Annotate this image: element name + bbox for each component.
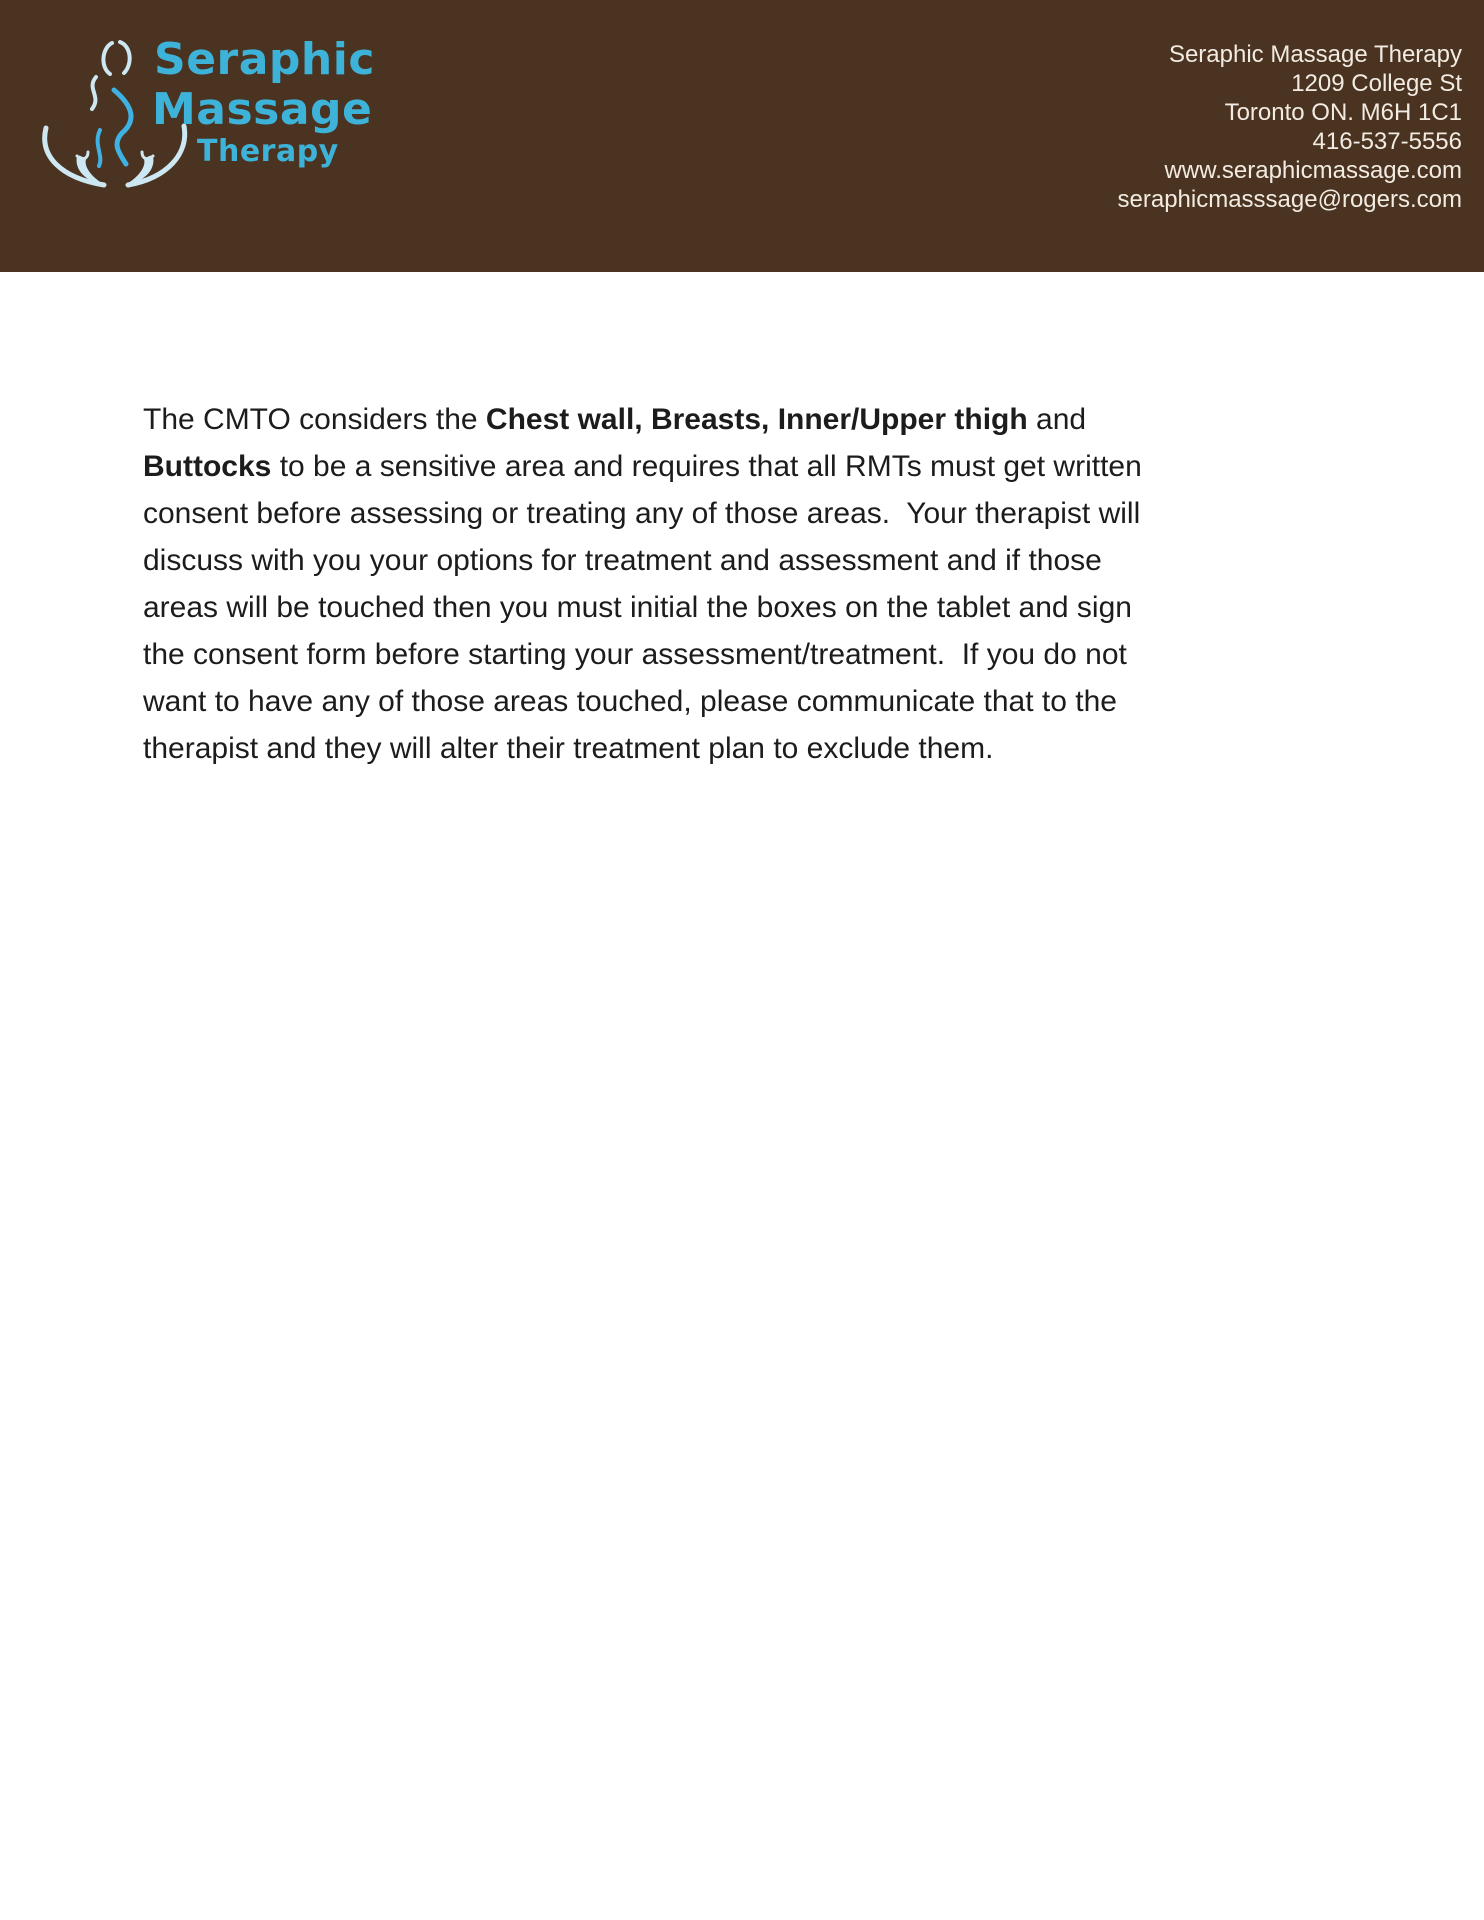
contact-city-postal: Toronto ON. M6H 1C1	[1224, 99, 1462, 126]
document-body	[0, 272, 1484, 1920]
logo-text-seraphic: Seraphic	[154, 34, 375, 85]
paragraph-segment: to be a sensitive area and requires that all RMTs must get written consent before assessing or treating any of those areas. Your therapist will discuss with you your options for treatment and assessment and if those areas will be touched then you must initial the boxes on the tablet and sign the consent form before starting your assessment/treatment. If you do not want to have any of those areas touched, please communicate that to the therapist and they will alter their treatment plan to exclude them.	[143, 450, 1151, 765]
paragraph-segment: The CMTO considers the	[143, 403, 486, 436]
contact-email: seraphicmasssage@rogers.com	[1117, 186, 1462, 213]
logo-text-massage: Massage	[152, 84, 373, 135]
paragraph-bold-segment: Chest wall, Breasts, Inner/Upper thigh	[485, 403, 1028, 436]
figure-body	[92, 77, 131, 166]
company-logo	[0, 0, 420, 272]
letterhead-header	[0, 0, 1484, 272]
logo-text-therapy: Therapy	[197, 134, 339, 169]
contact-website: www.seraphicmassage.com	[1164, 157, 1462, 184]
figure-head	[103, 42, 129, 74]
consent-paragraph	[143, 396, 1151, 772]
paragraph-bold-segment: Buttocks	[143, 450, 272, 483]
contact-street: 1209 College St	[1291, 70, 1462, 97]
paragraph-segment: and	[1027, 403, 1095, 436]
contact-info	[1118, 40, 1463, 214]
contact-phone: 416-537-5556	[1312, 128, 1462, 155]
contact-company-name: Seraphic Massage Therapy	[1168, 41, 1462, 68]
